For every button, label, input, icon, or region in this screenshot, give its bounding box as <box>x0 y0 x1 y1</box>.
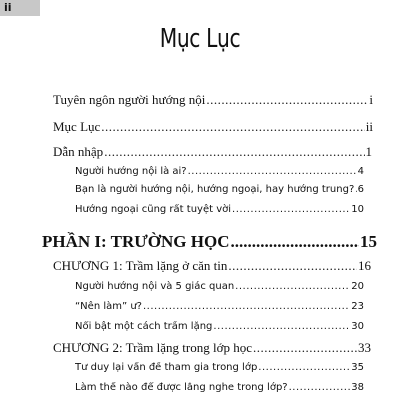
toc-entry[interactable] <box>53 340 371 356</box>
toc-entry-page: 20 <box>351 281 364 292</box>
toc-entry-title: Tuyên ngôn người hướng nội <box>53 92 206 107</box>
toc-entry-title: Hướng ngoại cũng rất tuyệt vời <box>75 204 232 215</box>
toc-entry-page: 35 <box>351 362 364 373</box>
toc-entry-page: 23 <box>351 301 364 312</box>
toc-entry-title: CHƯƠNG 1: Trầm lặng ở căn tin <box>53 258 228 273</box>
toc-part-heading[interactable] <box>42 232 377 252</box>
toc-entry[interactable] <box>53 119 373 135</box>
toc-entry[interactable] <box>75 382 364 393</box>
toc-entry-title: Mục Lục <box>53 119 101 134</box>
toc-entry[interactable] <box>75 204 364 215</box>
toc-entry[interactable] <box>53 92 373 108</box>
toc-entry-page: 30 <box>351 321 364 332</box>
toc-entry[interactable] <box>75 281 364 292</box>
toc-entry-title: CHƯƠNG 2: Trầm lặng trong lớp học <box>53 340 252 355</box>
toc-entry-page: 10 <box>351 204 364 215</box>
page-title: Mục Lục <box>159 24 241 54</box>
toc-entry[interactable] <box>75 166 364 177</box>
toc-entry-title: PHẦN I: TRƯỜNG HỌC <box>42 232 230 251</box>
toc-entry-title: Tư duy lại vấn đề tham gia trong lớp <box>75 362 258 373</box>
toc-entry-page: 38 <box>351 382 364 393</box>
toc-entry-title: Bạn là người hướng nội, hướng ngoại, hay hướng trung? <box>75 184 355 195</box>
toc-entry-page: 1 <box>365 144 372 159</box>
toc-entry-page: 16 <box>358 258 371 273</box>
toc-entry-title: Nổi bật một cách trầm lặng <box>75 321 213 332</box>
toc-entry-page: 15 <box>360 232 377 251</box>
toc-entry[interactable] <box>53 144 372 160</box>
toc-entry[interactable] <box>75 184 364 195</box>
toc-entry[interactable] <box>75 321 364 332</box>
toc-entry-title: Làm thế nào để được lắng nghe trong lớp? <box>75 382 288 393</box>
toc-entry[interactable] <box>75 301 364 312</box>
toc-entry-title: Người hướng nội là ai? <box>75 166 187 177</box>
toc-entry-page: ii <box>365 119 373 134</box>
page-number: ii <box>0 0 40 16</box>
toc-entry[interactable] <box>53 258 371 274</box>
toc-entry[interactable] <box>75 362 364 373</box>
toc-entry-page: 6 <box>357 184 364 195</box>
toc-entry-title: “Nên làm” ư? <box>75 301 142 312</box>
toc-entry-page: i <box>369 92 373 107</box>
toc-entry-page: 33 <box>358 340 371 355</box>
toc-entry-title: Người hướng nội và 5 giác quan <box>75 281 235 292</box>
toc-entry-page: 4 <box>357 166 364 177</box>
toc-entry-title: Dẫn nhập <box>53 144 104 159</box>
